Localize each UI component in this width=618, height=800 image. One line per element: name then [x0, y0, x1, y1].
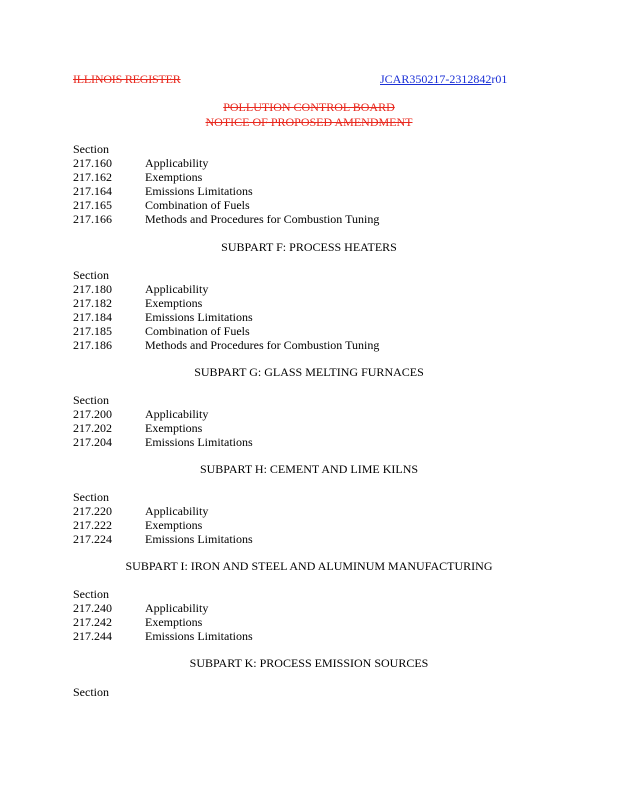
section-row [73, 407, 253, 421]
section-number: 217.182 [73, 296, 112, 310]
section-label: Section [73, 268, 109, 282]
section-number: 217.164 [73, 184, 112, 198]
section-number: 217.180 [73, 282, 112, 296]
section-title: Exemptions [145, 615, 203, 629]
jcar-reference [380, 72, 507, 87]
section-title: Exemptions [145, 518, 203, 532]
section-row [73, 504, 253, 518]
section-label: Section [73, 393, 109, 407]
section-number: 217.242 [73, 615, 112, 629]
section-title: Applicability [145, 504, 209, 518]
subpart-i-heading: SUBPART I: IRON AND STEEL AND ALUMINUM MANUFACTURING [125, 559, 493, 573]
section-title: Exemptions [145, 296, 203, 310]
section-row [73, 156, 379, 170]
section-number: 217.244 [73, 629, 112, 643]
section-title: Combination of Fuels [145, 324, 250, 338]
section-title: Emissions Limitations [145, 310, 253, 324]
section-number: 217.162 [73, 170, 112, 184]
section-row [73, 601, 253, 615]
section-row [73, 532, 253, 546]
section-number: 217.160 [73, 156, 112, 170]
section-list-2 [73, 268, 379, 352]
section-title: Applicability [145, 156, 209, 170]
section-row [73, 518, 253, 532]
section-list-5 [73, 587, 253, 643]
section-title: Emissions Limitations [145, 184, 253, 198]
section-list-6 [73, 685, 109, 699]
section-title: Exemptions [145, 421, 203, 435]
section-number: 217.204 [73, 435, 112, 449]
section-row [73, 198, 379, 212]
section-list-3 [73, 393, 253, 449]
section-number: 217.220 [73, 504, 112, 518]
section-row [73, 184, 379, 198]
section-row [73, 615, 253, 629]
section-number: 217.186 [73, 338, 112, 352]
section-title: Emissions Limitations [145, 532, 253, 546]
section-label: Section [73, 490, 109, 504]
subpart-f-heading: SUBPART F: PROCESS HEATERS [221, 240, 397, 254]
section-row [73, 435, 253, 449]
register-header: ILLINOIS REGISTER [73, 72, 181, 86]
section-list-1 [73, 142, 379, 226]
subpart-h-heading: SUBPART H: CEMENT AND LIME KILNS [199, 462, 419, 476]
section-number: 217.200 [73, 407, 112, 421]
section-label: Section [73, 142, 109, 156]
section-title: Emissions Limitations [145, 629, 253, 643]
section-number: 217.184 [73, 310, 112, 324]
section-row [73, 629, 253, 643]
section-title: Applicability [145, 282, 209, 296]
section-row [73, 310, 379, 324]
section-row [73, 170, 379, 184]
notice-title: NOTICE OF PROPOSED AMENDMENT [205, 115, 413, 129]
subpart-k-heading: SUBPART K: PROCESS EMISSION SOURCES [189, 656, 429, 670]
section-row [73, 421, 253, 435]
section-number: 217.166 [73, 212, 112, 226]
agency-title: POLLUTION CONTROL BOARD [223, 100, 395, 114]
section-number: 217.165 [73, 198, 112, 212]
section-row [73, 324, 379, 338]
section-title: Applicability [145, 601, 209, 615]
section-row [73, 338, 379, 352]
subpart-g-heading: SUBPART G: GLASS MELTING FURNACES [194, 365, 424, 379]
section-number: 217.202 [73, 421, 112, 435]
jcar-suffix: r01 [491, 72, 508, 86]
section-title: Methods and Procedures for Combustion Tuning [145, 212, 380, 226]
section-label: Section [73, 587, 109, 601]
jcar-link[interactable]: JCAR350217-2312842 [380, 72, 492, 86]
section-row [73, 296, 379, 310]
section-number: 217.185 [73, 324, 112, 338]
section-row [73, 282, 379, 296]
section-label: Section [73, 685, 109, 699]
section-row [73, 212, 379, 226]
section-title: Combination of Fuels [145, 198, 250, 212]
section-title: Emissions Limitations [145, 435, 253, 449]
section-number: 217.240 [73, 601, 112, 615]
section-list-4 [73, 490, 253, 546]
section-title: Methods and Procedures for Combustion Tuning [145, 338, 380, 352]
section-number: 217.222 [73, 518, 112, 532]
section-title: Exemptions [145, 170, 203, 184]
section-title: Applicability [145, 407, 209, 421]
section-number: 217.224 [73, 532, 112, 546]
